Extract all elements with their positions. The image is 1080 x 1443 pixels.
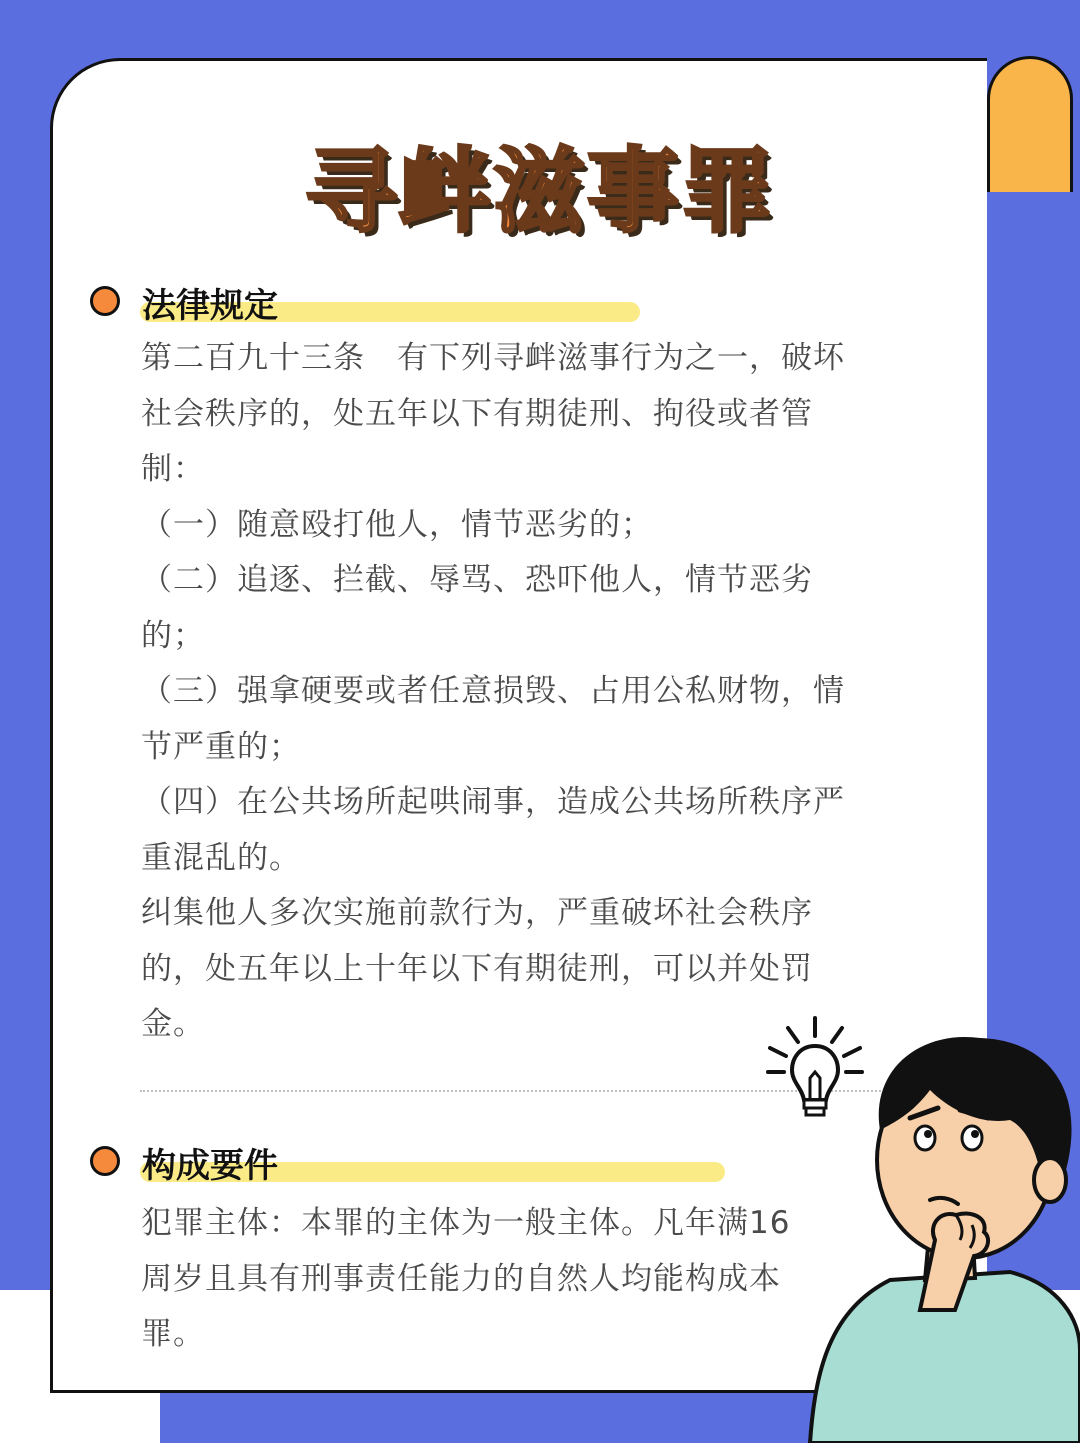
section-heading-text: 构成要件 xyxy=(142,1146,278,1186)
section-heading-elements xyxy=(90,1138,740,1188)
text-line: （四）在公共场所起哄闹事，造成公共场所秩序严 xyxy=(141,784,845,820)
bullet-dot-icon xyxy=(90,286,120,316)
text-line: （二）追逐、拦截、辱骂、恐吓他人，情节恶劣 xyxy=(141,562,813,598)
text-line: 社会秩序的，处五年以下有期徒刑、拘役或者管 xyxy=(141,395,813,432)
text-line: 节严重的； xyxy=(141,728,301,765)
lightbulb-icon xyxy=(792,1046,838,1115)
section-body-elements xyxy=(141,1196,831,1363)
thinking-person-illustration xyxy=(760,1010,1080,1443)
section-body-legal xyxy=(141,331,941,1053)
text-line: 罪。 xyxy=(141,1316,205,1352)
bullet-dot-icon xyxy=(90,1146,120,1176)
text-line: 第二百九十三条 有下列寻衅滋事行为之一，破坏 xyxy=(141,340,845,376)
text-line: 纠集他人多次实施前款行为，严重破坏社会秩序 xyxy=(141,895,813,931)
text-line: 金。 xyxy=(141,1006,205,1042)
text-line: 的； xyxy=(141,617,205,654)
page-title: 寻衅滋事罪 xyxy=(304,138,775,245)
text-line: 犯罪主体：本罪的主体为一般主体。凡年满16 xyxy=(141,1205,791,1241)
section-heading-text: 法律规定 xyxy=(142,286,278,326)
section-heading-legal xyxy=(90,278,650,328)
text-line: 制： xyxy=(141,451,205,487)
text-line: （一）随意殴打他人，情节恶劣的； xyxy=(141,506,653,543)
text-line: 重混乱的。 xyxy=(141,839,301,876)
text-line: 的，处五年以上十年以下有期徒刑，可以并处罚 xyxy=(141,950,813,987)
text-line: 周岁且具有刑事责任能力的自然人均能构成本 xyxy=(141,1260,781,1297)
text-line: （三）强拿硬要或者任意损毁、占用公私财物，情 xyxy=(141,673,845,709)
